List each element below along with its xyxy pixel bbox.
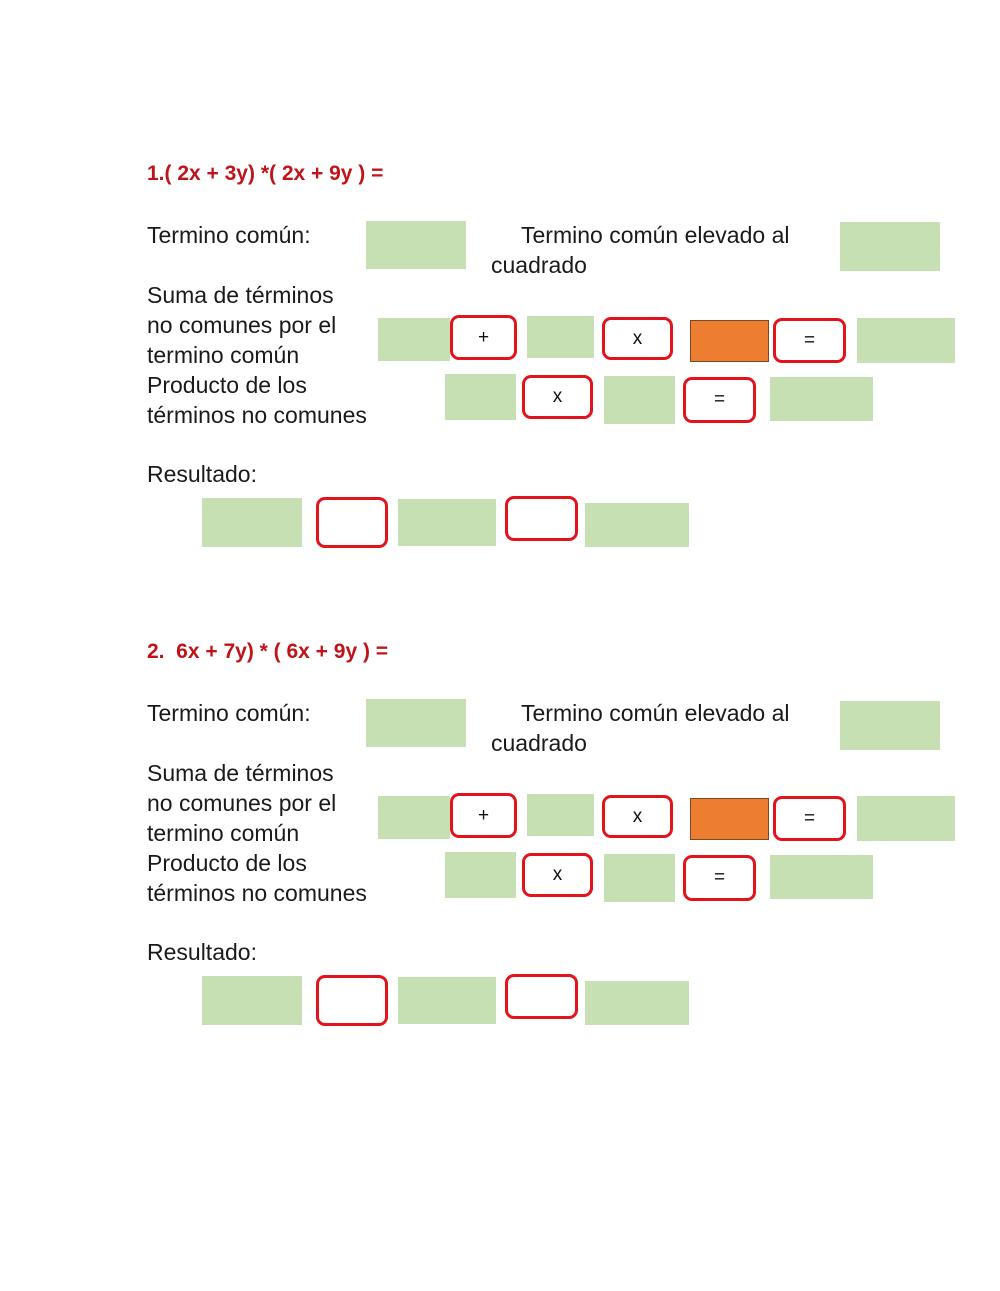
suma-box-2[interactable] xyxy=(527,316,594,358)
termino-comun-label: Termino común: xyxy=(147,222,311,248)
elevado-label-line2: cuadrado xyxy=(491,252,587,278)
times-operator[interactable]: x xyxy=(522,375,593,419)
suma-result-box[interactable] xyxy=(857,318,955,363)
equals-operator[interactable]: = xyxy=(773,318,846,363)
equals-operator[interactable]: = xyxy=(683,377,756,423)
suma-box-2[interactable] xyxy=(527,794,594,836)
equals-operator[interactable]: = xyxy=(683,855,756,901)
exercise-title: 2. 6x + 7y) * ( 6x + 9y ) = xyxy=(147,640,389,663)
exercise-1 xyxy=(0,0,1000,487)
exercise-title: 1.( 2x + 3y) *( 2x + 9y ) = xyxy=(147,162,384,185)
plus-operator[interactable]: + xyxy=(450,793,517,838)
suma-label-line3: termino común xyxy=(147,342,300,368)
times-operator[interactable]: x xyxy=(602,795,673,838)
producto-result-box[interactable] xyxy=(770,855,873,899)
times-operator[interactable]: x xyxy=(602,317,673,360)
resultado-box-2[interactable] xyxy=(398,977,496,1024)
termino-comun-box[interactable] xyxy=(366,221,466,269)
producto-result-box[interactable] xyxy=(770,377,873,421)
resultado-box-1[interactable] xyxy=(202,976,302,1025)
termino-comun-label: Termino común: xyxy=(147,700,311,726)
producto-box-2[interactable] xyxy=(604,854,675,902)
equals-operator[interactable]: = xyxy=(773,796,846,841)
suma-label-line1: Suma de términos xyxy=(147,282,334,308)
suma-box-1[interactable] xyxy=(378,796,450,839)
elevado-box[interactable] xyxy=(840,222,940,271)
producto-box-1[interactable] xyxy=(445,374,516,420)
suma-label-line2: no comunes por el xyxy=(147,312,337,338)
suma-label-line1: Suma de términos xyxy=(147,760,334,786)
times-operator[interactable]: x xyxy=(522,853,593,897)
suma-label-line3: termino común xyxy=(147,820,300,846)
elevado-label-line2: cuadrado xyxy=(491,730,587,756)
elevado-label-line1: Termino común elevado al xyxy=(521,222,790,248)
producto-box-2[interactable] xyxy=(604,376,675,424)
producto-label-line2: términos no comunes xyxy=(147,880,367,906)
elevado-label-line1: Termino común elevado al xyxy=(521,700,790,726)
resultado-operator-1[interactable] xyxy=(316,975,388,1026)
plus-operator[interactable]: + xyxy=(450,315,517,360)
producto-label-line2: términos no comunes xyxy=(147,402,367,428)
elevado-box[interactable] xyxy=(840,701,940,750)
producto-label-line1: Producto de los xyxy=(147,372,307,398)
resultado-label: Resultado: xyxy=(147,939,257,965)
producto-box-1[interactable] xyxy=(445,852,516,898)
resultado-box-3[interactable] xyxy=(585,981,689,1025)
termino-comun-box[interactable] xyxy=(366,699,466,747)
resultado-label: Resultado: xyxy=(147,461,257,487)
suma-label-line2: no comunes por el xyxy=(147,790,337,816)
highlight-box[interactable] xyxy=(690,320,769,362)
highlight-box[interactable] xyxy=(690,798,769,840)
suma-result-box[interactable] xyxy=(857,796,955,841)
resultado-operator-2[interactable] xyxy=(505,974,578,1019)
suma-box-1[interactable] xyxy=(378,318,450,361)
exercise-2 xyxy=(0,478,1000,965)
producto-label-line1: Producto de los xyxy=(147,850,307,876)
